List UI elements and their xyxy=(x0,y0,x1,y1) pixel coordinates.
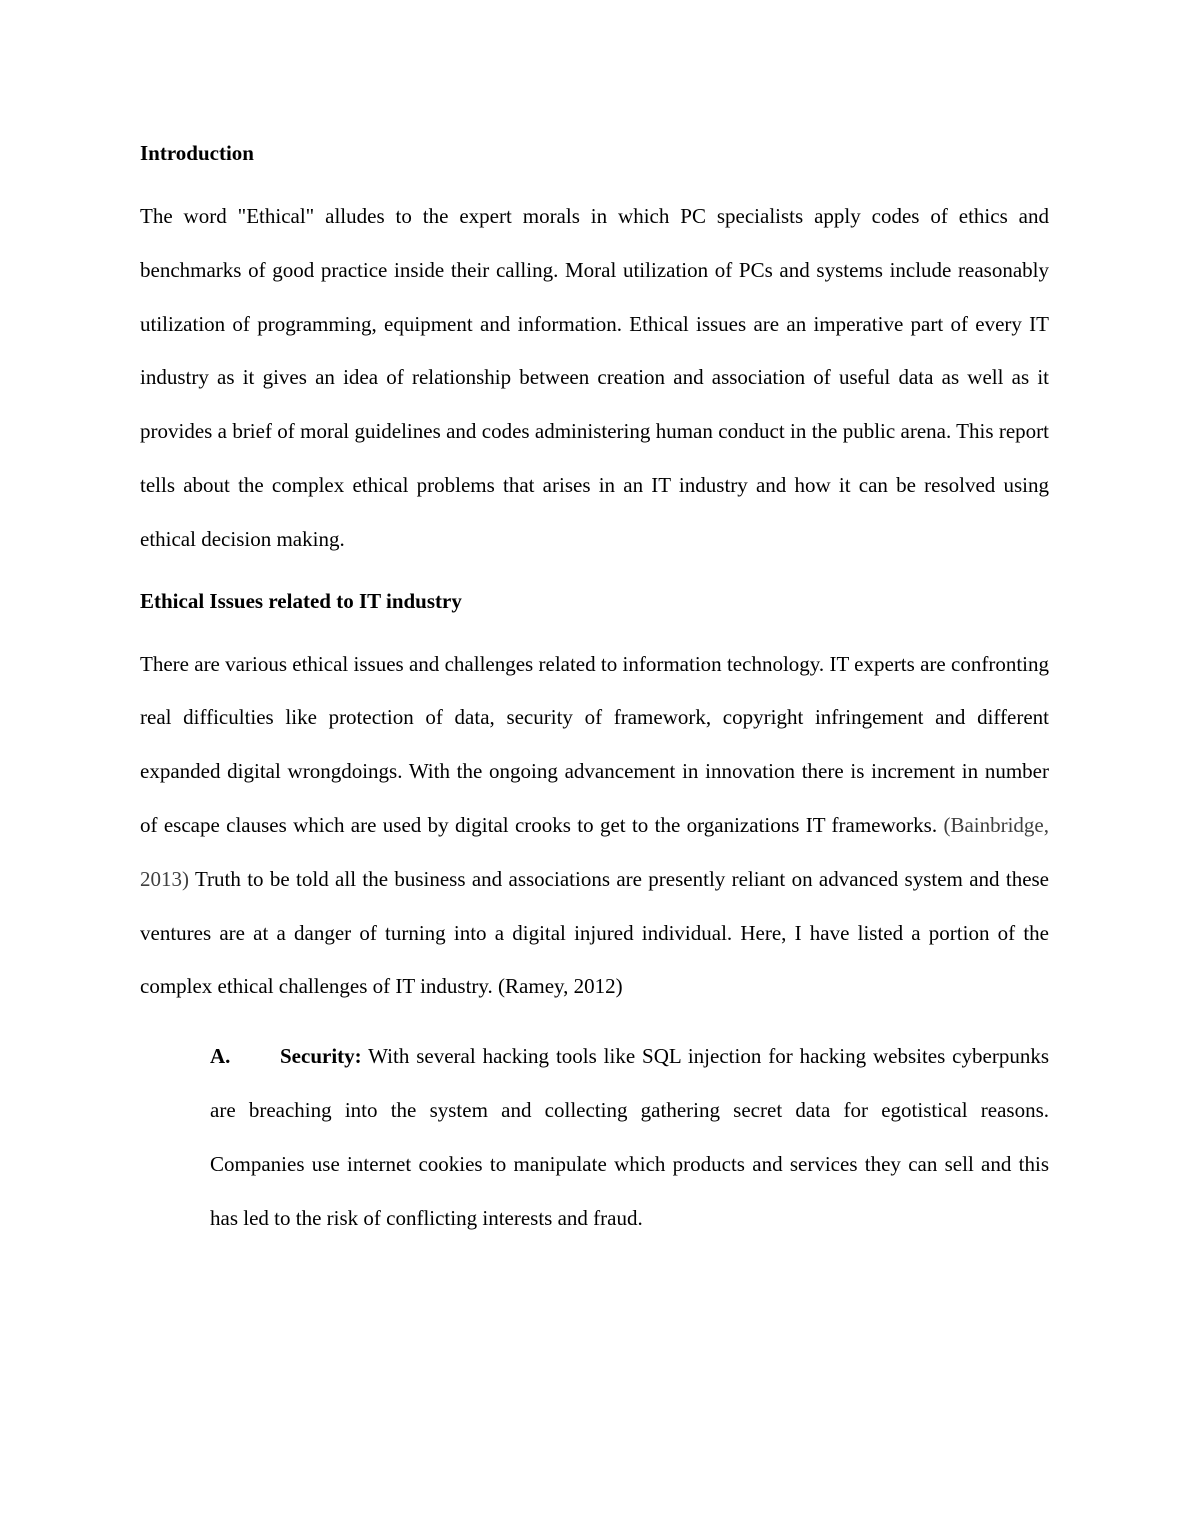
section-heading-ethical-issues: Ethical Issues related to IT industry xyxy=(140,588,462,613)
ethical-issues-text-part1: There are various ethical issues and challenges related to information technology. IT experts are confronting real difficulties like protection of data, security of framework, copyright infringement and different expanded digital wrongdoings. With the ongoing advancement in innovation there is increment in number of escape clauses which are used by digital crooks to get to the organizations IT frameworks. xyxy=(140,651,1049,837)
list-item-security-text: With several hacking tools like SQL injection for hacking websites cyberpunks are breaching into the system and collecting gathering secret data for egotistical reasons. Companies use internet cookies to manipulate which products and services they can sell and this has led to the risk of conflicting interests and fraud. xyxy=(210,1044,1049,1230)
ethical-issues-paragraph xyxy=(140,638,1049,1015)
citation-bainbridge: (Bainbridge, 2013) xyxy=(140,812,1050,891)
list-marker: A. xyxy=(210,1044,231,1069)
document-body xyxy=(140,133,1049,1245)
section-heading-introduction: Introduction xyxy=(140,141,254,165)
list-item-security xyxy=(210,1030,1049,1245)
introduction-paragraph: The word "Ethical" alludes to the expert morals in which PC specialists apply codes of ethics and benchmarks of good practice inside their calling. Moral utilization of PCs and systems include reasonably utilization of programming, equipment and information. Ethical issues are an imperative part of every IT industry as it gives an idea of relationship between creation and association of useful data as well as it provides a brief of moral guidelines and codes administering human conduct in the public arena. This report tells about the complex ethical problems that arises in an IT industry and how it can be resolved using ethical decision making. xyxy=(140,204,1049,551)
list-term-security: Security: xyxy=(280,1044,362,1069)
ethical-issues-text-part2: Truth to be told all the business and associations are presently reliant on advanced system and these ventures are at a danger of turning into a digital injured individual. Here, I have listed a portion of the complex ethical challenges of IT industry. (Ramey, 2012) xyxy=(140,866,1050,999)
